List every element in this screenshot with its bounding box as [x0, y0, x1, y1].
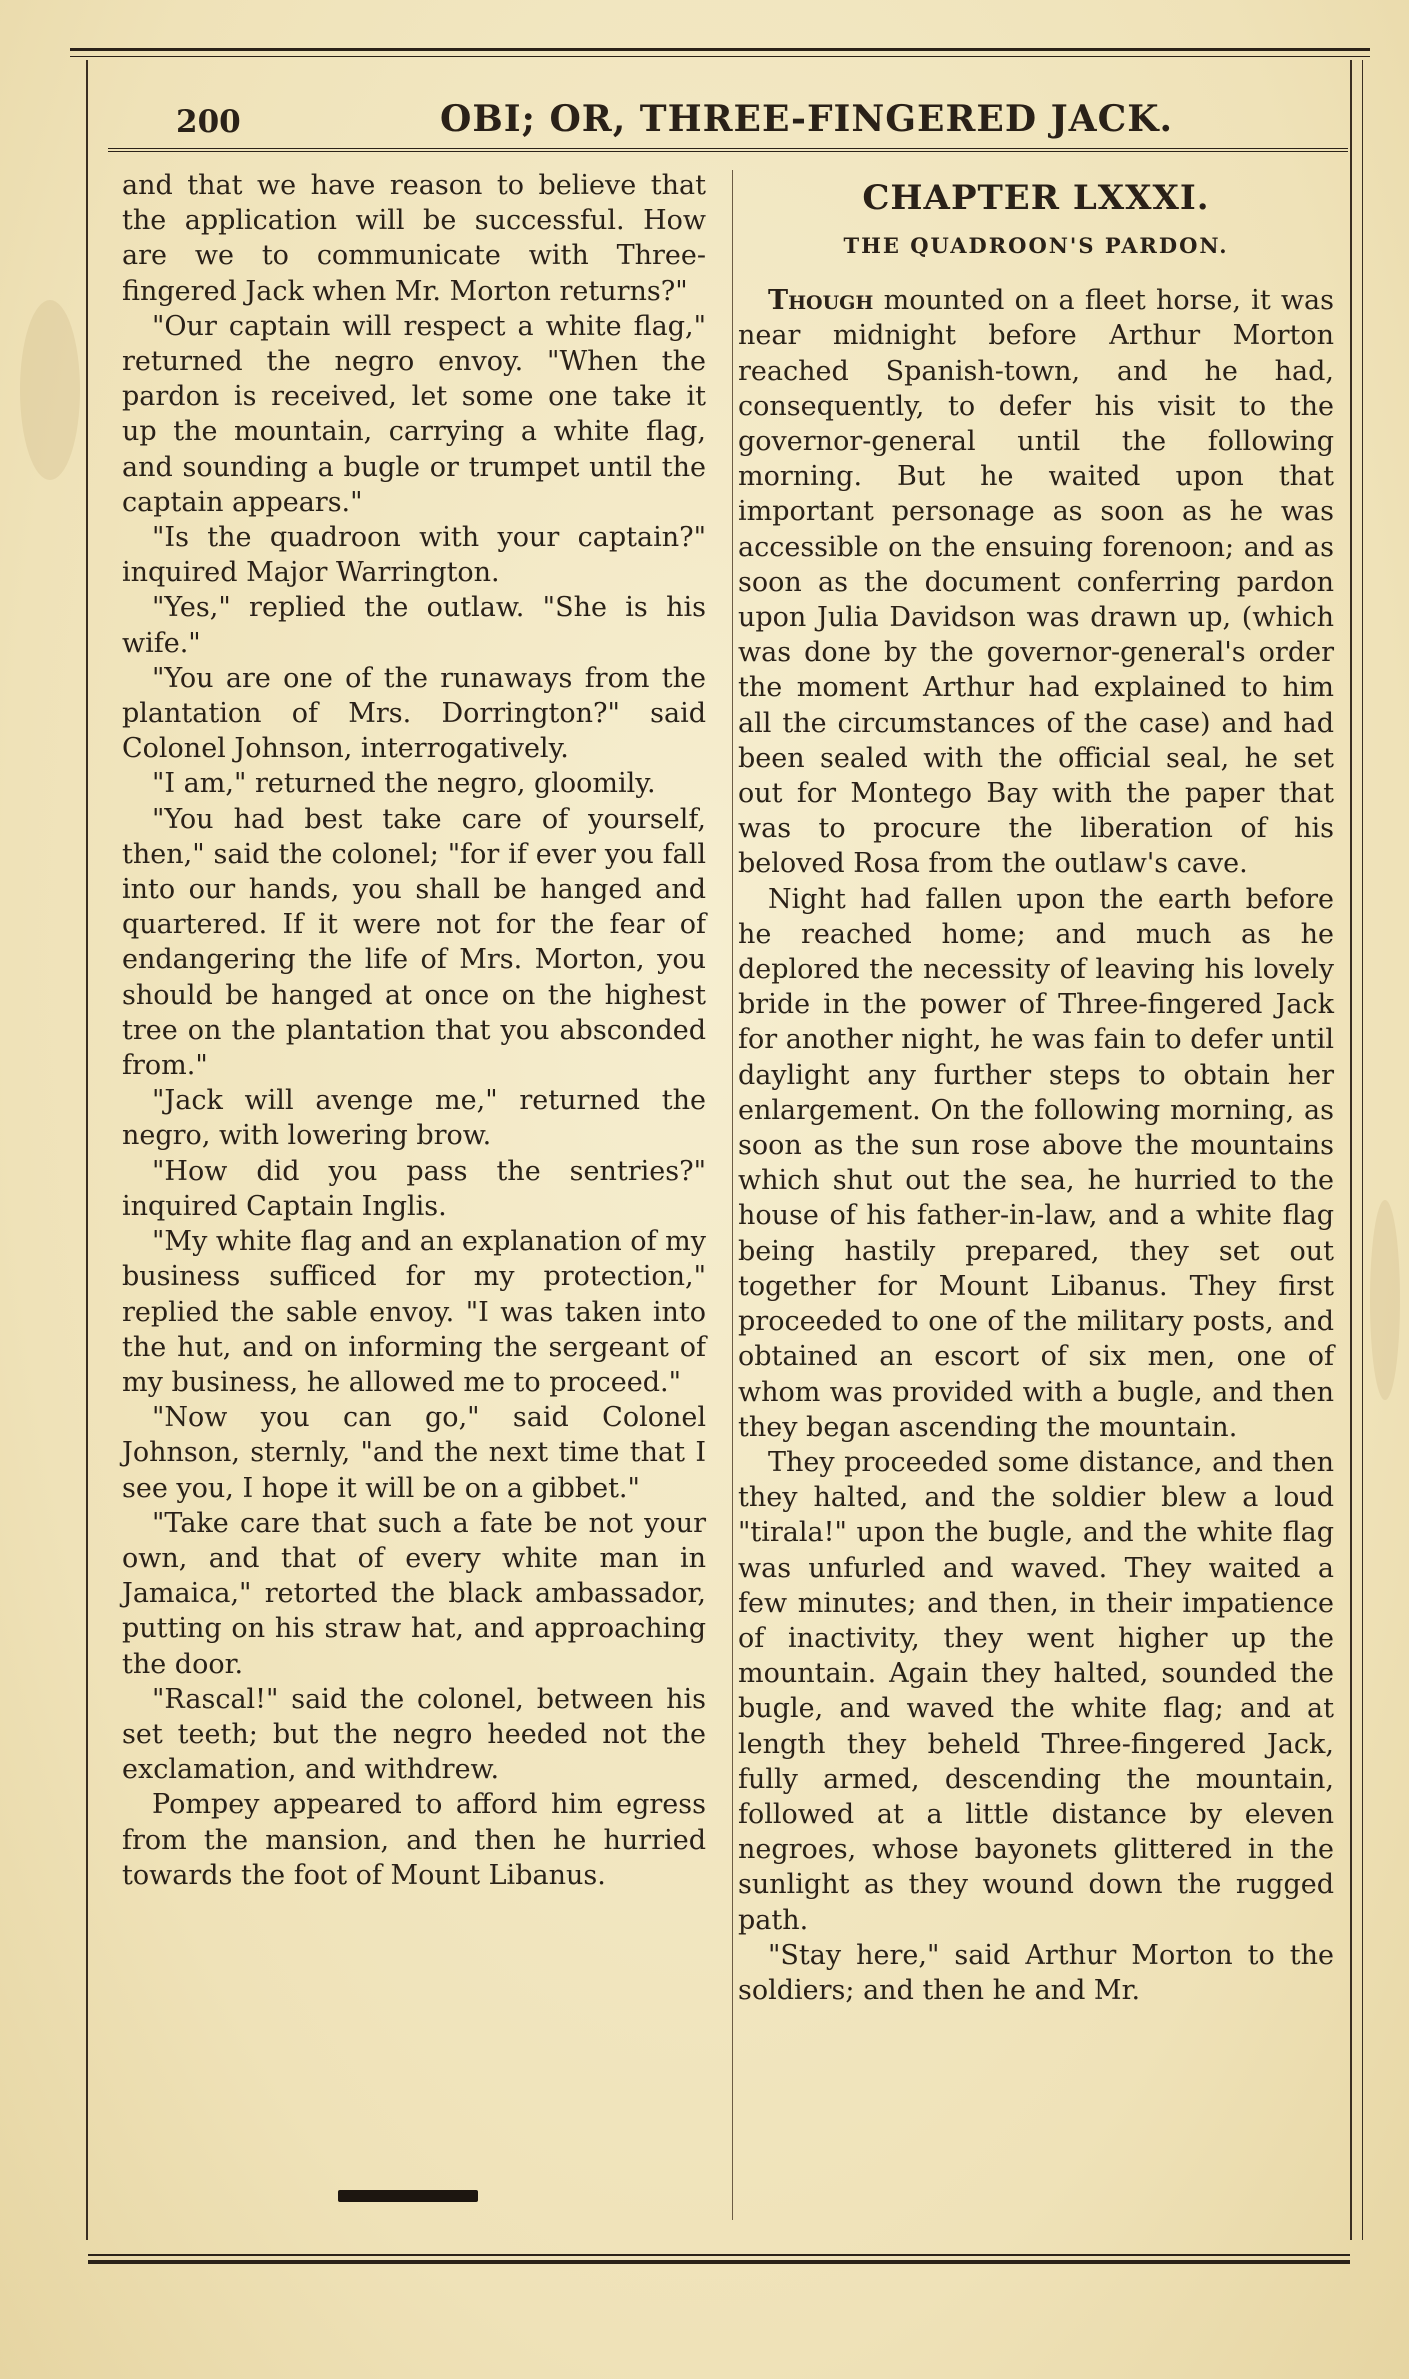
left-border-rule	[86, 60, 88, 2240]
chapter-title: CHAPTER LXXXI.	[862, 178, 1210, 218]
footer-rule-thick	[88, 2260, 1350, 2264]
paragraph: "Stay here," said Arthur Morton to the soldiers; and then he and Mr.	[738, 1939, 1334, 2006]
paragraph: Pompey appeared to afford him egress from the mansion, and then he hurried towards the foot of Mount Libanus.	[122, 1789, 706, 1891]
paragraph: They proceeded some distance, and then they halted, and the soldier blew a loud "tirala!" upon the bugle, and the white flag was unfurled and waved. They waited a few minutes; and then, in their impatience of inactivity, they went higher up the mountain. Again they halted, sounded the bugle, and waved the white flag; and at length they beheld Three-fingered Jack, fully armed, descending the mountain, followed at a little distance by eleven negroes, whose bayonets glittered in the sunlight as they wound down the rugged path.	[738, 1446, 1334, 1936]
paragraph: "I am," returned the negro, gloomily.	[152, 768, 656, 800]
opening-text: mounted on a fleet horse, it was near midnight before Arthur Morton reached Spanish-town, and he had, consequently, to defer his visit to the governor-general until the following morning. But he waited upon that important personage as soon as he was accessible on the ensuing forenoon; and as soon as the document conferring pardon upon Julia Davidson was drawn up, (which was done by the governor-general's order the moment Arthur had explained to him all the circumstances of the case) and had been sealed with the official seal, he set out for Montego Bay with the paper that was to procure the liberation of his beloved Rosa from the outlaw's cave.	[738, 285, 1334, 880]
paragraph: Night had fallen upon the earth before he reached home; and much as he deplored the necessity of leaving his lovely bride in the power of Three-fingered Jack for another night, he was fain to defer until daylight any further steps to obtain her enlargement. On the following morning, as soon as the sun rose above the mountains which shut out the sea, he hurried to the house of his father-in-law, and a white flag being hastily prepared, they set out together for Mount Libanus. They first proceeded to one of the military posts, and obtained an escort of six men, one of whom was provided with a bugle, and then they began ascending the mountain.	[738, 883, 1334, 1443]
right-border-rule	[1350, 60, 1352, 2240]
paragraph: "Our captain will respect a white flag," returned the negro envoy. "When the pardon is received, let some one take it up the mountain, carrying a white flag, and sounding a bugle or trumpet until the captain appears."	[122, 310, 706, 518]
paragraph: "Now you can go," said Colonel Johnson, sternly, "and the next time that I see you, I hope it will be on a gibbet."	[122, 1402, 706, 1504]
column-divider	[732, 170, 733, 2220]
paragraph: "Jack will avenge me," returned the negro, with lowering brow.	[122, 1085, 706, 1152]
opening-word: Though	[768, 285, 874, 317]
chapter-opening-paragraph	[738, 283, 1334, 881]
top-border-rule-thin	[70, 56, 1370, 57]
paper-stain	[20, 300, 80, 480]
paragraph: "How did you pass the sentries?" inquired Captain Inglis.	[122, 1155, 706, 1222]
right-column	[738, 168, 1334, 2008]
header-rule	[108, 148, 1348, 152]
page-header	[110, 96, 1340, 146]
top-border-rule	[70, 48, 1370, 51]
chapter-subtitle: THE QUADROON'S PARDON.	[843, 233, 1229, 258]
paragraph: "You had best take care of yourself, then," said the colonel; "for if ever you fall into our hands, you shall be hanged and quartered. If it were not for the fear of endangering the life of Mrs. Morton, you should be hanged at once on the highest tree on the plantation that you absconded from."	[122, 803, 706, 1082]
footer-rule	[88, 2254, 1350, 2256]
page-number: 200	[176, 104, 241, 140]
section-end-ornament	[338, 2190, 478, 2202]
paper-stain	[1370, 1200, 1400, 1400]
right-border-rule-thin	[1362, 60, 1363, 2240]
paragraph: and that we have reason to believe that the application will be successful. How are we to communicate with Three-fingered Jack when Mr. Morton returns?"	[122, 170, 706, 307]
running-head: OBI; OR, THREE-FINGERED JACK.	[440, 98, 1174, 140]
paragraph: "Yes," replied the outlaw. "She is his wife."	[122, 592, 706, 659]
paragraph: "Is the quadroon with your captain?" inquired Major Warrington.	[122, 522, 706, 589]
left-column	[122, 168, 706, 1893]
paragraph: "You are one of the runaways from the plantation of Mrs. Dorrington?" said Colonel Johnson, interrogatively.	[122, 662, 706, 765]
paragraph: "My white flag and an explanation of my business sufficed for my protection," replied the sable envoy. "I was taken into the hut, and on informing the sergeant of my business, he allowed me to proceed."	[122, 1226, 706, 1398]
paragraph: "Take care that such a fate be not your own, and that of every white man in Jamaica," retorted the black ambassador, putting on his straw hat, and approaching the door.	[122, 1507, 706, 1680]
paragraph: "Rascal!" said the colonel, between his set teeth; but the negro heeded not the exclamation, and withdrew.	[122, 1683, 706, 1786]
